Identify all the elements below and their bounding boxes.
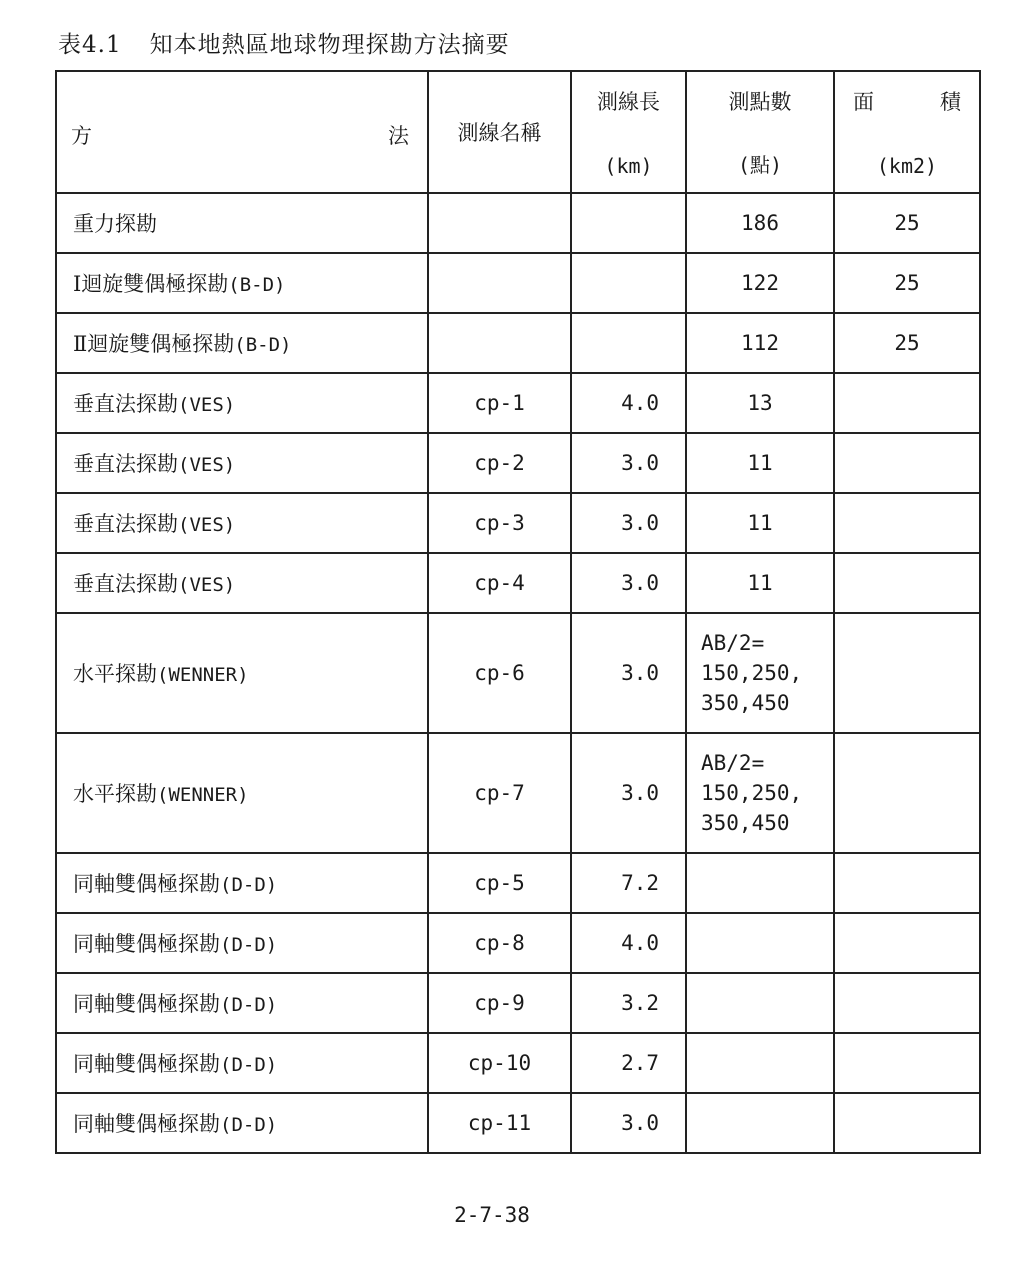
cell-line-length: 3.0	[571, 433, 686, 493]
cell-method	[56, 553, 428, 613]
cell-line-name: cp-2	[428, 433, 571, 493]
cell-area	[834, 853, 980, 913]
cell-method	[56, 853, 428, 913]
cell-method	[56, 1093, 428, 1153]
cell-method	[56, 313, 428, 373]
cell-points	[686, 1093, 834, 1153]
method-code: (D-D)	[220, 1054, 278, 1076]
table-row	[56, 553, 980, 613]
table-row	[56, 493, 980, 553]
cell-area	[834, 613, 980, 733]
cell-area: 25	[834, 193, 980, 253]
cell-points	[686, 553, 834, 613]
cell-line-length: 2.7	[571, 1033, 686, 1093]
points-line: 186	[741, 211, 779, 235]
cell-line-length: 4.0	[571, 913, 686, 973]
method-name: 同軸雙偶極探勘	[73, 1112, 220, 1136]
cell-points	[686, 493, 834, 553]
cell-method	[56, 613, 428, 733]
cell-line-length: 3.0	[571, 493, 686, 553]
method-code: (D-D)	[220, 1114, 278, 1136]
table-row	[56, 313, 980, 373]
method-code: (VES)	[178, 454, 236, 476]
method-code: (WENNER)	[157, 664, 249, 686]
cell-area	[834, 1033, 980, 1093]
method-code: (WENNER)	[157, 784, 249, 806]
cell-area	[834, 733, 980, 853]
cell-area	[834, 553, 980, 613]
cell-method	[56, 373, 428, 433]
method-name: 垂直法探勘	[73, 572, 178, 596]
header-line-length	[571, 71, 686, 193]
table-row	[56, 733, 980, 853]
cell-line-length: 7.2	[571, 853, 686, 913]
cell-area	[834, 1093, 980, 1153]
table-row	[56, 433, 980, 493]
method-code: (VES)	[178, 514, 236, 536]
table-row	[56, 193, 980, 253]
cell-area: 25	[834, 253, 980, 313]
cell-line-name: cp-5	[428, 853, 571, 913]
method-name: 水平探勘	[73, 662, 157, 686]
cell-line-length: 3.2	[571, 973, 686, 1033]
cell-line-name	[428, 313, 571, 373]
cell-line-length: 3.0	[571, 1093, 686, 1153]
points-line: AB/2=	[701, 631, 765, 655]
cell-line-name: cp-7	[428, 733, 571, 853]
method-name: 垂直法探勘	[73, 452, 178, 476]
points-line: 11	[747, 571, 773, 595]
cell-line-name	[428, 253, 571, 313]
table-row	[56, 913, 980, 973]
points-line: 11	[747, 451, 773, 475]
table-number: 表4.1	[58, 32, 122, 58]
cell-line-name: cp-6	[428, 613, 571, 733]
header-area-a: 面	[853, 90, 874, 114]
header-points-label: 測點數	[728, 90, 792, 114]
points-line: 350,450	[701, 691, 790, 715]
method-code: (VES)	[178, 394, 236, 416]
points-line: 13	[747, 391, 773, 415]
cell-points	[686, 913, 834, 973]
header-area	[834, 71, 980, 193]
method-name: 重力探勘	[73, 212, 157, 236]
cell-line-name: cp-1	[428, 373, 571, 433]
method-code: (VES)	[178, 574, 236, 596]
method-code: (D-D)	[220, 874, 278, 896]
header-method	[56, 71, 428, 193]
cell-points	[686, 853, 834, 913]
points-line: 112	[741, 331, 779, 355]
cell-method	[56, 493, 428, 553]
table-row	[56, 973, 980, 1033]
cell-method	[56, 193, 428, 253]
cell-points	[686, 193, 834, 253]
method-code: (D-D)	[220, 934, 278, 956]
cell-line-length	[571, 253, 686, 313]
cell-points	[686, 733, 834, 853]
cell-points	[686, 433, 834, 493]
header-row	[56, 71, 980, 193]
points-line: 150,250,	[701, 781, 803, 805]
method-name: 垂直法探勘	[73, 392, 178, 416]
method-code: (B-D)	[228, 274, 286, 296]
table-row	[56, 613, 980, 733]
geophysics-summary-table	[55, 70, 981, 1154]
method-code: (B-D)	[234, 334, 292, 356]
header-method-left: 方	[71, 124, 92, 148]
cell-points	[686, 253, 834, 313]
header-points	[686, 71, 834, 193]
method-name: 水平探勘	[73, 782, 157, 806]
cell-area	[834, 973, 980, 1033]
table-row	[56, 373, 980, 433]
points-line: 122	[741, 271, 779, 295]
cell-method	[56, 733, 428, 853]
cell-area: 25	[834, 313, 980, 373]
points-line: 11	[747, 511, 773, 535]
cell-line-name: cp-4	[428, 553, 571, 613]
points-line: 150,250,	[701, 661, 803, 685]
header-line-length-unit: (km)	[604, 154, 653, 178]
cell-area	[834, 913, 980, 973]
cell-points	[686, 613, 834, 733]
cell-method	[56, 973, 428, 1033]
cell-points	[686, 313, 834, 373]
cell-points	[686, 373, 834, 433]
cell-method	[56, 433, 428, 493]
cell-line-name: cp-9	[428, 973, 571, 1033]
cell-line-name: cp-11	[428, 1093, 571, 1153]
header-method-right: 法	[388, 124, 409, 148]
method-name: 同軸雙偶極探勘	[73, 932, 220, 956]
method-name: Ⅱ迴旋雙偶極探勘	[73, 332, 235, 356]
cell-area	[834, 433, 980, 493]
points-line: 350,450	[701, 811, 790, 835]
cell-line-length: 4.0	[571, 373, 686, 433]
cell-line-name: cp-3	[428, 493, 571, 553]
method-name: 同軸雙偶極探勘	[73, 1052, 220, 1076]
cell-points	[686, 1033, 834, 1093]
cell-method	[56, 1033, 428, 1093]
table-row	[56, 853, 980, 913]
cell-line-length: 3.0	[571, 733, 686, 853]
table-row	[56, 1033, 980, 1093]
method-code: (D-D)	[220, 994, 278, 1016]
header-area-b: 積	[940, 90, 961, 114]
cell-area	[834, 373, 980, 433]
cell-method	[56, 913, 428, 973]
method-name: 垂直法探勘	[73, 512, 178, 536]
table-body	[56, 193, 980, 1153]
cell-line-length: 3.0	[571, 613, 686, 733]
table-caption	[58, 26, 510, 59]
page-footer	[0, 1203, 924, 1227]
cell-points	[686, 973, 834, 1033]
cell-line-length	[571, 193, 686, 253]
header-area-unit: (km2)	[876, 154, 938, 178]
cell-line-length	[571, 313, 686, 373]
method-name: 同軸雙偶極探勘	[73, 992, 220, 1016]
points-line: AB/2=	[701, 751, 765, 775]
table-row	[56, 253, 980, 313]
cell-method	[56, 253, 428, 313]
method-name: Ⅰ迴旋雙偶極探勘	[73, 272, 229, 296]
header-line-length-label: 測線長	[597, 90, 660, 114]
cell-line-name: cp-8	[428, 913, 571, 973]
table-row	[56, 1093, 980, 1153]
page-number: 2-7-38	[454, 1203, 530, 1227]
table-title: 知本地熱區地球物理探勘方法摘要	[149, 32, 510, 58]
cell-line-name	[428, 193, 571, 253]
cell-area	[834, 493, 980, 553]
method-name: 同軸雙偶極探勘	[73, 872, 220, 896]
header-line-name: 測線名稱	[428, 71, 571, 193]
cell-line-length: 3.0	[571, 553, 686, 613]
cell-line-name: cp-10	[428, 1033, 571, 1093]
header-points-unit: (點)	[737, 153, 783, 177]
